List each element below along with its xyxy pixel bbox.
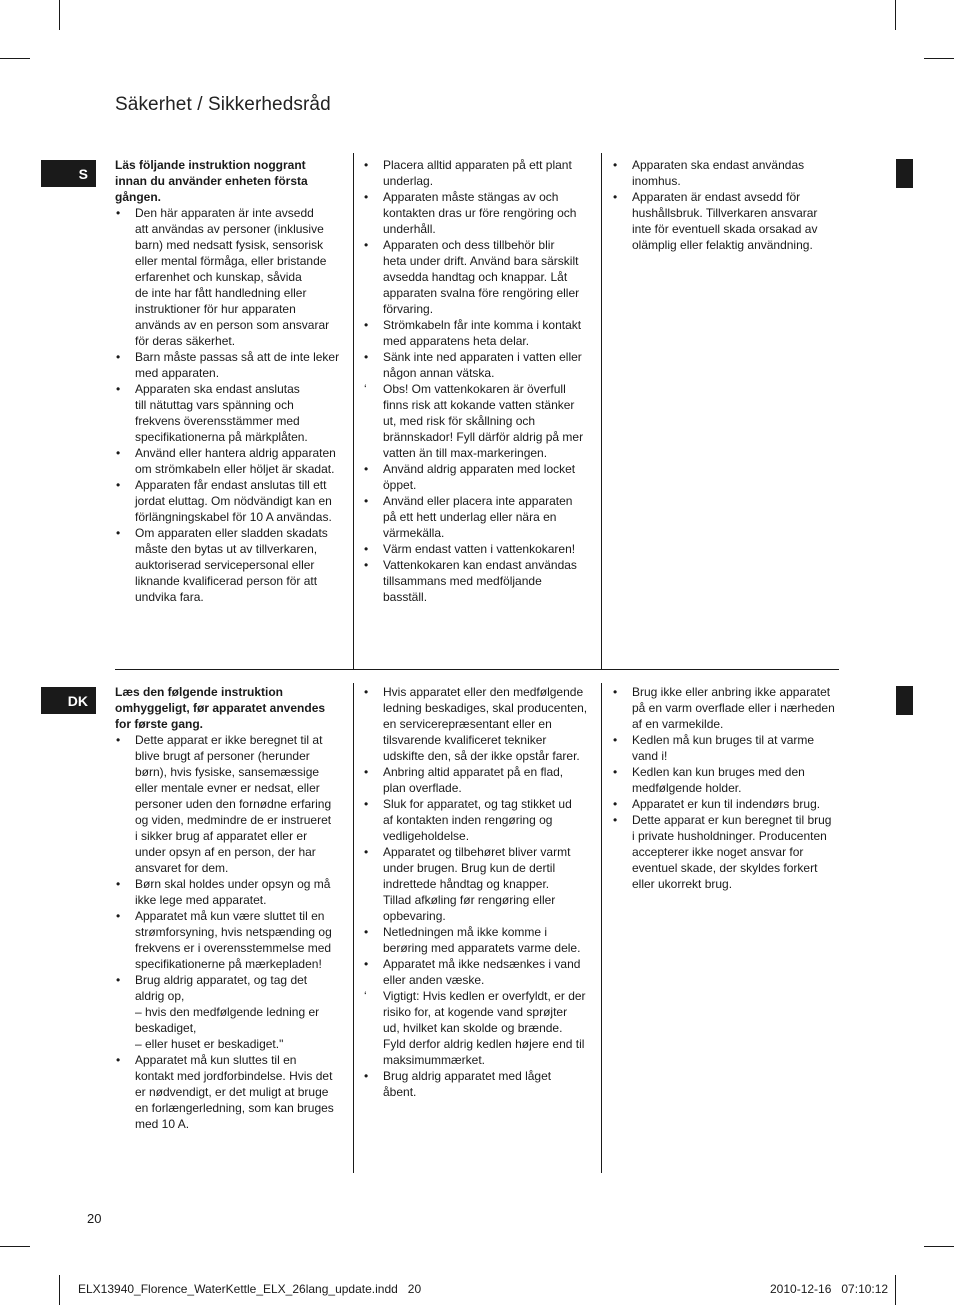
safety-list xyxy=(612,157,840,253)
list-item-text: Apparatet må ikke nedsænkes i vand eller anden væske. xyxy=(383,957,581,987)
column xyxy=(363,684,595,1100)
list-item xyxy=(363,157,595,189)
footer-file-name: ELX13940_Florence_WaterKettle_ELX_26lang_update.indd 20 xyxy=(78,1282,422,1296)
section-marker xyxy=(896,159,913,188)
crop-mark xyxy=(895,1275,896,1305)
list-item xyxy=(115,876,347,908)
list-item xyxy=(612,157,840,189)
list-item-text: Kedlen kan kun bruges med den medfølgende holder. xyxy=(632,765,805,795)
list-item-text: Värm endast vatten i vattenkokaren! xyxy=(383,542,576,556)
list-item-text: Apparaten och dess tillbehör blir heta under drift. Använd bara särskilt avsedda handtag och knappar. Låt apparaten svalna före rengöring eller förvaring. xyxy=(383,238,580,316)
intro-text: Læs den følgende instruktion omhyggeligt, før apparatet anvendes for første gang. xyxy=(115,685,326,731)
safety-list xyxy=(363,684,595,1100)
crop-mark xyxy=(0,1246,30,1247)
bullet-icon: • xyxy=(116,526,121,540)
list-item xyxy=(363,317,595,349)
bullet-icon: • xyxy=(116,446,121,460)
bullet-icon: • xyxy=(116,206,121,220)
section-marker xyxy=(896,686,913,715)
bullet-icon: • xyxy=(364,845,369,859)
list-item-text: Barn måste passas så att de inte leker med apparaten. xyxy=(135,350,340,380)
list-item xyxy=(363,988,595,1068)
list-item-text: Kedlen må kun bruges til at varme vand i! xyxy=(632,733,815,763)
list-item-text: Brug aldrig apparatet med låget åbent. xyxy=(383,1069,552,1099)
bullet-icon: • xyxy=(364,494,369,508)
page-title: Säkerhet / Sikkerhedsråd xyxy=(115,94,331,115)
list-item xyxy=(612,764,840,796)
list-item xyxy=(612,684,840,732)
list-item xyxy=(363,349,595,381)
list-item-text: Strömkabeln får inte komma i kontakt med apparatens heta delar. xyxy=(383,318,582,348)
bullet-icon: • xyxy=(364,238,369,252)
column xyxy=(115,684,347,1132)
crop-mark xyxy=(924,58,954,59)
list-item xyxy=(115,732,347,876)
list-item-text: Apparaten ska endast anslutas till nätuttag vars spänning och frekvens överensstämmer med specifikationerna på märkplåten. xyxy=(135,382,308,444)
page-number: 20 xyxy=(87,1211,102,1226)
list-item-text: Anbring altid apparatet på en flad, plan overflade. xyxy=(383,765,564,795)
list-item xyxy=(363,541,595,557)
list-item xyxy=(115,349,347,381)
language-tab-s: S xyxy=(41,160,96,187)
list-item-text: Netledningen må ikke komme i berøring med apparatets varme dele. xyxy=(383,925,581,955)
bullet-icon: • xyxy=(613,797,618,811)
list-item-text: Brug aldrig apparatet, og tag det aldrig op, – hvis den medfølgende ledning er beskadiget, – eller huset er beskadiget." xyxy=(135,973,320,1051)
safety-list xyxy=(612,684,840,892)
list-item xyxy=(115,525,347,605)
list-item-text: Brug ikke eller anbring ikke apparatet på en varm overflade eller i nærheden af en varmekilde. xyxy=(632,685,835,731)
list-item-text: Apparaten får endast anslutas till ett jordat eluttag. Om nödvändigt kan en förlängningskabel för 10 A användas. xyxy=(135,478,332,524)
safety-list xyxy=(115,205,347,605)
crop-mark xyxy=(59,0,60,30)
list-item xyxy=(612,732,840,764)
bullet-icon: • xyxy=(364,542,369,556)
list-item-text: Apparaten är endast avsedd för hushållsbruk. Tillverkaren ansvarar inte för eventuell skada orsakad av olämplig eller felaktig användning. xyxy=(632,190,818,252)
list-item xyxy=(115,205,347,349)
list-item-text: Apparatet og tilbehøret bliver varmt under brugen. Brug kun de dertil indrettede håndtag og knapper. Tillad afkøling før rengøring eller opbevaring. xyxy=(383,845,571,923)
list-item xyxy=(612,796,840,812)
list-item xyxy=(363,493,595,541)
footer-timestamp: 2010-12-16 07:10:12 xyxy=(770,1282,889,1296)
bullet-icon: • xyxy=(116,382,121,396)
list-item-text: Dette apparat er ikke beregnet til at blive brugt af personer (herunder børn), hvis fysiske, sansemæssige eller mentale evner er nedsat, eller personer uden den fornødne erfaring og viden, medmindre de er instrueret i sikker brug af apparatet eller er under opsyn af en person, der har ansvaret for dem. xyxy=(135,733,332,875)
bullet-icon: • xyxy=(613,765,618,779)
list-item-text: Sänk inte ned apparaten i vatten eller någon annan vätska. xyxy=(383,350,582,380)
list-item-text: Använd eller placera inte apparaten på ett hett underlag eller nära en värmekälla. xyxy=(383,494,573,540)
list-item-text: Apparaten ska endast användas inomhus. xyxy=(632,158,805,188)
list-item-text: Apparatet er kun til indendørs brug. xyxy=(632,797,821,811)
bullet-icon: • xyxy=(364,765,369,779)
list-item-text: Om apparaten eller sladden skadats måste den bytas ut av tillverkaren, auktoriserad servicepersonal eller liknande kvalificerad person för att undvika fara. xyxy=(135,526,328,604)
bullet-icon: • xyxy=(116,478,121,492)
list-item-text: Vigtigt: Hvis kedlen er overfyldt, er der risiko for, at kogende vand sprøjter ud, hvilket kan skolde og brænde. Fyld derfor aldrig kedlen højere end til maksimummærket. xyxy=(383,989,586,1067)
bullet-icon: ‘ xyxy=(364,382,367,396)
list-item xyxy=(363,844,595,924)
bullet-icon: • xyxy=(116,877,121,891)
list-item-text: Apparatet må kun sluttes til en kontakt med jordforbindelse. Hvis det er nødvendigt, er det muligt at bruge en forlængerledning, som kan bruges med 10 A. xyxy=(135,1053,334,1131)
bullet-icon: • xyxy=(116,733,121,747)
list-item-text: Placera alltid apparaten på ett plant underlag. xyxy=(383,158,572,188)
list-item xyxy=(363,924,595,956)
list-item xyxy=(363,237,595,317)
bullet-icon: • xyxy=(364,462,369,476)
list-item xyxy=(363,764,595,796)
crop-mark xyxy=(59,1275,60,1305)
bullet-icon: • xyxy=(116,973,121,987)
intro-text: Läs följande instruktion noggrant innan du använder enheten första gången. xyxy=(115,158,308,204)
list-item-text: Använd eller hantera aldrig apparaten om strömkabeln eller höljet är skadat. xyxy=(135,446,336,476)
bullet-icon: • xyxy=(116,350,121,364)
list-item xyxy=(363,684,595,764)
list-item xyxy=(612,812,840,892)
bullet-icon: • xyxy=(364,1069,369,1083)
column xyxy=(115,157,347,605)
bullet-icon: ‘ xyxy=(364,989,367,1003)
bullet-icon: • xyxy=(364,318,369,332)
list-item-text: Obs! Om vattenkokaren är överfull finns risk att kokande vatten stänker ut, med risk för skållning och brännskador! Fyll därför aldrig på mer vatten än till max-markeringen. xyxy=(383,382,584,460)
language-tab-dk: DK xyxy=(41,687,96,714)
bullet-icon: • xyxy=(364,925,369,939)
crop-mark xyxy=(895,0,896,30)
list-item-text: Børn skal holdes under opsyn og må ikke lege med apparatet. xyxy=(135,877,331,907)
bullet-icon: • xyxy=(364,797,369,811)
column xyxy=(612,684,840,892)
list-item xyxy=(363,381,595,461)
crop-mark xyxy=(924,1246,954,1247)
bullet-icon: • xyxy=(613,685,618,699)
list-item-text: Hvis apparatet eller den medfølgende ledning beskadiges, skal producenten, en servicerepræsentant eller en tilsvarende kvalificeret tekniker udskifte den, så der ikke opstår farer. xyxy=(383,685,588,763)
bullet-icon: • xyxy=(613,190,618,204)
list-item-text: Apparaten måste stängas av och kontakten dras ur före rengöring och underhåll. xyxy=(383,190,577,236)
list-item xyxy=(363,1068,595,1100)
list-item-text: Den här apparaten är inte avsedd att användas av personer (inklusive barn) med nedsatt fysisk, sensorisk eller mental förmåga, eller bristande erfarenhet och kunskap, såvida de inte har fått handledning eller instruktioner för hur apparaten används av en person som ansvarar för deras säkerhet. xyxy=(135,206,330,348)
bullet-icon: • xyxy=(364,190,369,204)
column xyxy=(612,157,840,253)
list-item xyxy=(363,189,595,237)
bullet-icon: • xyxy=(613,158,618,172)
list-item xyxy=(363,956,595,988)
list-item-text: Använd aldrig apparaten med locket öppet. xyxy=(383,462,576,492)
bullet-icon: • xyxy=(364,558,369,572)
list-item xyxy=(115,477,347,525)
column xyxy=(363,157,595,605)
list-item xyxy=(363,461,595,493)
safety-list xyxy=(115,732,347,1132)
bullet-icon: • xyxy=(364,685,369,699)
list-item xyxy=(363,557,595,605)
bullet-icon: • xyxy=(116,1053,121,1067)
list-item xyxy=(115,972,347,1052)
bullet-icon: • xyxy=(613,733,618,747)
bullet-icon: • xyxy=(364,158,369,172)
list-item-text: Sluk for apparatet, og tag stikket ud af kontakten inden rengøring og vedligeholdelse. xyxy=(383,797,572,843)
crop-mark xyxy=(0,58,30,59)
section-divider xyxy=(115,669,839,670)
list-item xyxy=(115,908,347,972)
column-divider xyxy=(353,683,354,1173)
safety-list xyxy=(363,157,595,605)
bullet-icon: • xyxy=(613,813,618,827)
list-item xyxy=(115,1052,347,1132)
column-divider xyxy=(601,683,602,1173)
column-divider xyxy=(353,153,354,670)
bullet-icon: • xyxy=(364,350,369,364)
column-divider xyxy=(601,153,602,670)
list-item-text: Dette apparat er kun beregnet til brug i private husholdninger. Producenten accepterer ikke noget ansvar for eventuel skade, der skyldes forkert eller ukorrekt brug. xyxy=(632,813,832,891)
bullet-icon: • xyxy=(364,957,369,971)
list-item-text: Vattenkokaren kan endast användas tillsammans med medföljande basställ. xyxy=(383,558,577,604)
list-item xyxy=(115,445,347,477)
list-item xyxy=(115,381,347,445)
list-item xyxy=(363,796,595,844)
bullet-icon: • xyxy=(116,909,121,923)
list-item xyxy=(612,189,840,253)
list-item-text: Apparatet må kun være sluttet til en strømforsyning, hvis netspænding og frekvens er i overensstemmelse med specifikationerne på mærkepladen! xyxy=(135,909,332,971)
